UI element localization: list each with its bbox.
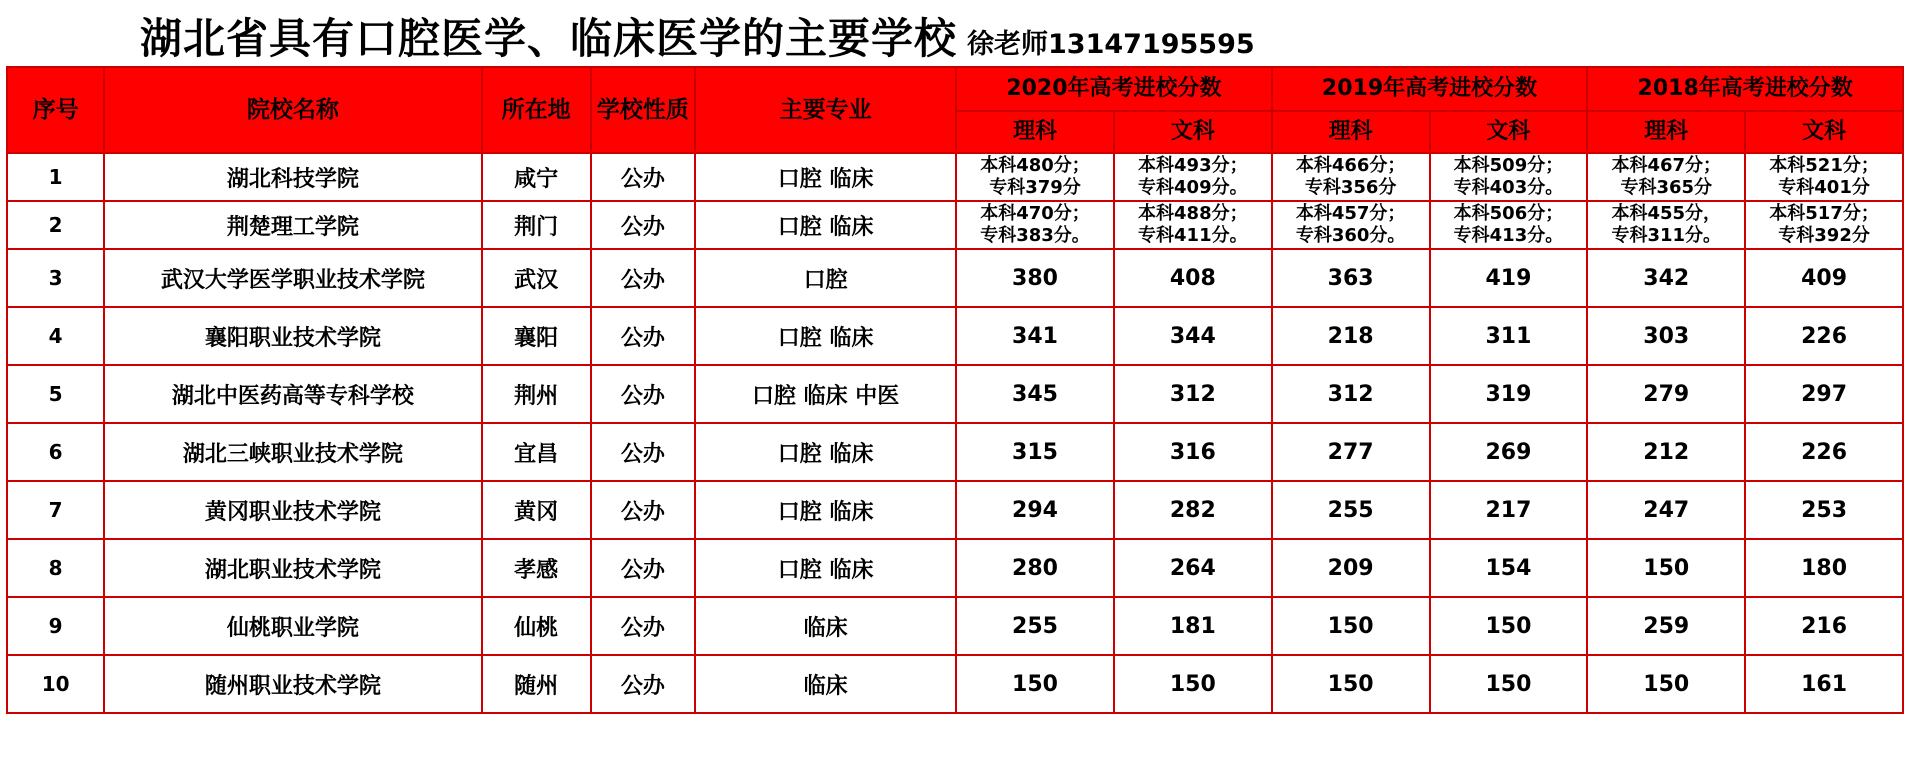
score-2019-arts: 154 xyxy=(1430,539,1588,597)
cell-city: 荆州 xyxy=(482,365,591,423)
table-row xyxy=(7,423,1903,481)
score-2019-science xyxy=(1272,153,1430,201)
score-2020-science-line: 专科383分。 xyxy=(980,225,1090,246)
score-2020-arts-line: 专科411分。 xyxy=(1138,225,1248,246)
cell-major: 口腔 临床 xyxy=(695,481,956,539)
cell-nature: 公办 xyxy=(591,201,695,249)
table-row xyxy=(7,153,1903,201)
cell-major: 临床 xyxy=(695,655,956,713)
column-header-year-2020: 2020年高考进校分数 xyxy=(956,67,1272,111)
table-row xyxy=(7,539,1903,597)
score-2020-science: 380 xyxy=(956,249,1114,307)
score-2019-science-line: 本科457分； xyxy=(1295,202,1406,224)
cell-index: 4 xyxy=(7,307,104,365)
score-2018-arts-line: 本科517分； xyxy=(1769,202,1879,224)
cell-nature: 公办 xyxy=(591,153,695,201)
score-2020-arts: 181 xyxy=(1114,597,1272,655)
column-header-school: 院校名称 xyxy=(104,67,481,153)
score-2018-arts xyxy=(1745,153,1903,201)
cell-city: 仙桃 xyxy=(482,597,591,655)
score-2018-arts: 161 xyxy=(1745,655,1903,713)
cell-school: 随州职业技术学院 xyxy=(104,655,481,713)
score-2020-science: 315 xyxy=(956,423,1114,481)
cell-nature: 公办 xyxy=(591,655,695,713)
contact-info: 徐老师13147195595 xyxy=(967,29,1255,60)
cell-city: 孝感 xyxy=(482,539,591,597)
score-2018-science xyxy=(1587,153,1745,201)
score-2018-science: 279 xyxy=(1587,365,1745,423)
column-header-2020-arts: 文科 xyxy=(1114,111,1272,153)
score-2019-arts-line: 本科509分； xyxy=(1453,154,1564,176)
cell-major: 口腔 临床 中医 xyxy=(695,365,956,423)
cell-city: 宜昌 xyxy=(482,423,591,481)
table-header xyxy=(7,67,1903,153)
score-2019-science: 218 xyxy=(1272,307,1430,365)
cell-school: 襄阳职业技术学院 xyxy=(104,307,481,365)
score-2018-arts-line: 专科401分 xyxy=(1778,177,1870,198)
score-2019-science: 150 xyxy=(1272,655,1430,713)
cell-nature: 公办 xyxy=(591,249,695,307)
column-header-year-2019: 2019年高考进校分数 xyxy=(1272,67,1588,111)
table-body xyxy=(7,153,1903,713)
score-2018-science: 212 xyxy=(1587,423,1745,481)
score-2018-science: 303 xyxy=(1587,307,1745,365)
score-2020-arts: 282 xyxy=(1114,481,1272,539)
cell-school: 湖北三峡职业技术学院 xyxy=(104,423,481,481)
cell-major: 口腔 临床 xyxy=(695,423,956,481)
column-header-major: 主要专业 xyxy=(695,67,956,153)
cell-index: 7 xyxy=(7,481,104,539)
table-row xyxy=(7,481,1903,539)
score-2020-arts-line: 本科488分； xyxy=(1138,202,1248,224)
cell-major: 口腔 临床 xyxy=(695,539,956,597)
cell-index: 2 xyxy=(7,201,104,249)
score-2020-science: 150 xyxy=(956,655,1114,713)
cell-school: 武汉大学医学职业技术学院 xyxy=(104,249,481,307)
score-2020-science: 345 xyxy=(956,365,1114,423)
score-2018-science-line: 本科467分； xyxy=(1611,154,1722,176)
cell-major: 口腔 xyxy=(695,249,956,307)
score-2018-science: 150 xyxy=(1587,655,1745,713)
cell-city: 荆门 xyxy=(482,201,591,249)
column-header-year-2018: 2018年高考进校分数 xyxy=(1587,67,1903,111)
cell-school: 黄冈职业技术学院 xyxy=(104,481,481,539)
score-2019-arts: 150 xyxy=(1430,655,1588,713)
column-header-nature-label: 学校性质 xyxy=(596,96,689,123)
score-2018-science: 342 xyxy=(1587,249,1745,307)
table-row xyxy=(7,307,1903,365)
score-2020-science: 341 xyxy=(956,307,1114,365)
score-2020-arts xyxy=(1114,153,1272,201)
score-2020-arts: 344 xyxy=(1114,307,1272,365)
cell-index: 10 xyxy=(7,655,104,713)
column-header-index: 序号 xyxy=(7,67,104,153)
cell-major: 口腔 临床 xyxy=(695,307,956,365)
score-2018-science: 247 xyxy=(1587,481,1745,539)
cell-index: 8 xyxy=(7,539,104,597)
score-2019-arts-line: 专科403分。 xyxy=(1453,177,1564,198)
score-2019-science: 277 xyxy=(1272,423,1430,481)
score-2018-science-line: 专科365分 xyxy=(1620,177,1713,198)
score-2018-science: 150 xyxy=(1587,539,1745,597)
cell-major: 口腔 临床 xyxy=(695,153,956,201)
column-header-2020-science: 理科 xyxy=(956,111,1114,153)
score-2018-arts-line: 专科392分 xyxy=(1778,225,1870,246)
score-2020-science: 255 xyxy=(956,597,1114,655)
table-row xyxy=(7,365,1903,423)
score-2018-science: 259 xyxy=(1587,597,1745,655)
score-2019-arts: 311 xyxy=(1430,307,1588,365)
score-2018-science xyxy=(1587,201,1745,249)
score-2020-arts: 408 xyxy=(1114,249,1272,307)
score-2019-science xyxy=(1272,201,1430,249)
score-2020-science xyxy=(956,201,1114,249)
cell-nature: 公办 xyxy=(591,539,695,597)
page-title: 湖北省具有口腔医学、临床医学的主要学校 xyxy=(140,14,958,63)
score-2020-science: 280 xyxy=(956,539,1114,597)
cell-major: 临床 xyxy=(695,597,956,655)
score-2019-arts: 150 xyxy=(1430,597,1588,655)
table-row xyxy=(7,655,1903,713)
cell-index: 3 xyxy=(7,249,104,307)
cell-index: 6 xyxy=(7,423,104,481)
score-2020-science-line: 本科470分； xyxy=(980,202,1090,224)
cell-index: 5 xyxy=(7,365,104,423)
score-2020-arts-line: 本科493分； xyxy=(1138,154,1248,176)
score-2019-arts: 319 xyxy=(1430,365,1588,423)
cell-city: 黄冈 xyxy=(482,481,591,539)
score-2020-arts: 150 xyxy=(1114,655,1272,713)
score-2019-arts-line: 专科413分。 xyxy=(1453,225,1564,246)
cell-school: 荆楚理工学院 xyxy=(104,201,481,249)
cell-city: 随州 xyxy=(482,655,591,713)
title-row xyxy=(0,0,1920,66)
score-2020-science-line: 专科379分 xyxy=(989,177,1081,198)
cell-school: 湖北科技学院 xyxy=(104,153,481,201)
cell-nature: 公办 xyxy=(591,597,695,655)
cell-nature: 公办 xyxy=(591,307,695,365)
cell-nature: 公办 xyxy=(591,365,695,423)
cell-school: 湖北中医药高等专科学校 xyxy=(104,365,481,423)
score-2019-science-line: 专科360分。 xyxy=(1295,225,1406,246)
score-2018-arts: 297 xyxy=(1745,365,1903,423)
table-row xyxy=(7,249,1903,307)
score-2018-arts: 180 xyxy=(1745,539,1903,597)
score-2019-science: 255 xyxy=(1272,481,1430,539)
score-2019-science-line: 本科466分； xyxy=(1295,154,1406,176)
score-2020-science-line: 本科480分； xyxy=(980,154,1090,176)
score-2020-arts-line: 专科409分。 xyxy=(1138,177,1248,198)
cell-index: 1 xyxy=(7,153,104,201)
score-2020-arts: 316 xyxy=(1114,423,1272,481)
table-row xyxy=(7,201,1903,249)
cell-nature: 公办 xyxy=(591,423,695,481)
score-2020-arts: 264 xyxy=(1114,539,1272,597)
score-2019-science: 209 xyxy=(1272,539,1430,597)
score-2019-arts-line: 本科506分； xyxy=(1453,202,1564,224)
score-2018-arts: 253 xyxy=(1745,481,1903,539)
score-2019-arts: 419 xyxy=(1430,249,1588,307)
score-2019-science-line: 专科356分 xyxy=(1304,177,1397,198)
score-2018-arts: 216 xyxy=(1745,597,1903,655)
score-2019-arts: 217 xyxy=(1430,481,1588,539)
cell-nature: 公办 xyxy=(591,481,695,539)
table-header-row-1 xyxy=(7,67,1903,111)
column-header-2019-science: 理科 xyxy=(1272,111,1430,153)
cell-major: 口腔 临床 xyxy=(695,201,956,249)
column-header-nature xyxy=(591,67,695,153)
score-2018-arts: 409 xyxy=(1745,249,1903,307)
score-2018-science-line: 专科311分。 xyxy=(1611,225,1722,246)
score-2019-science: 312 xyxy=(1272,365,1430,423)
score-2018-arts-line: 本科521分； xyxy=(1769,154,1879,176)
column-header-city: 所在地 xyxy=(482,67,591,153)
score-table xyxy=(6,66,1904,714)
score-2020-arts: 312 xyxy=(1114,365,1272,423)
column-header-2018-science: 理科 xyxy=(1587,111,1745,153)
column-header-2018-arts: 文科 xyxy=(1745,111,1903,153)
score-2019-arts xyxy=(1430,153,1588,201)
cell-city: 襄阳 xyxy=(482,307,591,365)
score-2020-science: 294 xyxy=(956,481,1114,539)
cell-index: 9 xyxy=(7,597,104,655)
score-2018-arts xyxy=(1745,201,1903,249)
cell-school: 仙桃职业学院 xyxy=(104,597,481,655)
score-2020-science xyxy=(956,153,1114,201)
table-row xyxy=(7,597,1903,655)
score-2019-science: 363 xyxy=(1272,249,1430,307)
score-2018-science-line: 本科455分， xyxy=(1611,202,1722,224)
column-header-2019-arts: 文科 xyxy=(1430,111,1588,153)
score-2019-arts xyxy=(1430,201,1588,249)
score-2018-arts: 226 xyxy=(1745,307,1903,365)
score-2020-arts xyxy=(1114,201,1272,249)
cell-city: 咸宁 xyxy=(482,153,591,201)
cell-city: 武汉 xyxy=(482,249,591,307)
score-2019-arts: 269 xyxy=(1430,423,1588,481)
cell-school: 湖北职业技术学院 xyxy=(104,539,481,597)
score-2018-arts: 226 xyxy=(1745,423,1903,481)
score-2019-science: 150 xyxy=(1272,597,1430,655)
